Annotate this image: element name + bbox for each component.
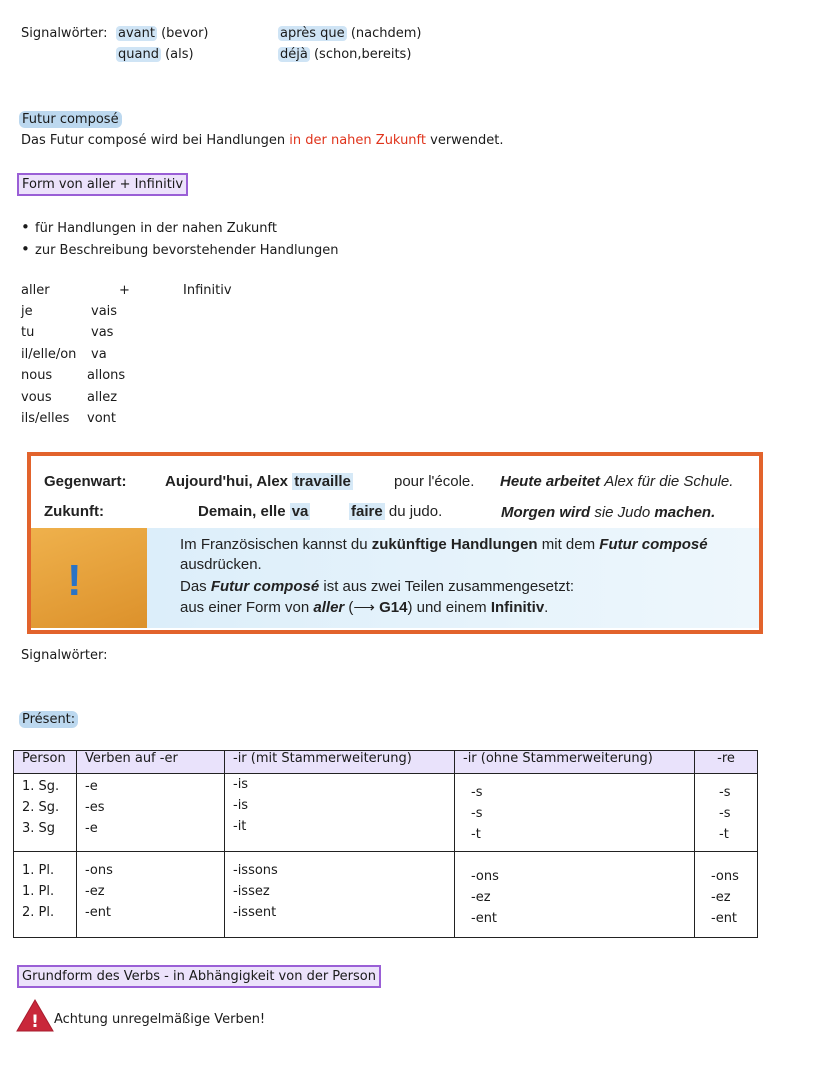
gegenwart-french: Aujourd'hui, Alex travaille <box>165 473 351 490</box>
bullet-item: • zur Beschreibung bevorstehender Handlungen <box>21 240 339 258</box>
info-line: Im Französischen kannst du zukünftige Handlungen mit dem Futur composé <box>180 536 708 553</box>
info-line: aus einer Form von aller (⟶ G14) und einem Infinitiv. <box>180 599 549 616</box>
conj-form: vont <box>87 411 116 426</box>
signal-word-quand: quand (als) <box>118 47 194 62</box>
info-panel <box>147 528 759 628</box>
conj-person: tu <box>21 325 35 340</box>
cell-ir-mit-pl: -issons -issez -issent <box>225 852 455 938</box>
cell-ir-ohne-sg: -s -s -t <box>455 774 695 852</box>
warning-icon <box>16 999 54 1032</box>
cell-re-sg: -s -s -t <box>695 774 758 852</box>
conj-person: ils/elles <box>21 411 70 426</box>
present-endings-table <box>13 750 758 938</box>
conj-form: vais <box>91 304 118 319</box>
signal-word-deja: déjà (schon,bereits) <box>280 47 412 62</box>
zukunft-french-infinitive: faire du judo. <box>351 503 443 520</box>
grundform-box: Grundform des Verbs - in Abhängigkeit von der Person <box>17 965 381 988</box>
signal-word-apres-que: après que (nachdem) <box>280 26 422 41</box>
warning-text: Achtung unregelmäßige Verben! <box>54 1012 266 1027</box>
header-person: Person <box>14 751 77 774</box>
gegenwart-german: Heute arbeitet Alex für die Schule. <box>500 473 734 490</box>
header-re: -re <box>695 751 758 774</box>
bullet-item: • für Handlungen in der nahen Zukunft <box>21 218 277 236</box>
futur-compose-title: Futur composé <box>19 111 122 128</box>
cell-re-pl: -ons -ez -ent <box>695 852 758 938</box>
cell-er-sg: -e -es -e <box>77 774 225 852</box>
warning-glyph: ! <box>31 1012 39 1032</box>
cell-persons-pl: 1. Pl. 1. Pl. 2. Pl. <box>14 852 77 938</box>
info-line: Das Futur composé ist aus zwei Teilen zusammengesetzt: <box>180 578 575 595</box>
futur-compose-description: Das Futur composé wird bei Handlungen in der nahen Zukunft verwendet. <box>21 133 504 148</box>
header-ir-mit: -ir (mit Stammerweiterung) <box>225 751 455 774</box>
conj-head-aller: aller <box>21 283 50 298</box>
gegenwart-french-end: pour l'école. <box>394 473 475 490</box>
cell-ir-ohne-pl: -ons -ez -ent <box>455 852 695 938</box>
conj-person: je <box>21 304 33 319</box>
info-line: ausdrücken. <box>180 556 262 573</box>
conj-person: nous <box>21 368 53 383</box>
signalwoerter-label-1: Signalwörter: <box>21 26 108 41</box>
conj-form: allons <box>87 368 126 383</box>
header-ir-ohne: -ir (ohne Stammerweiterung) <box>455 751 695 774</box>
zukunft-german: Morgen wird sie Judo machen. <box>501 504 716 521</box>
orange-exclamation-panel <box>31 528 147 628</box>
table-row <box>14 852 758 938</box>
signalwoerter-label-2: Signalwörter: <box>21 648 108 663</box>
exclamation-icon: ! <box>67 556 82 605</box>
form-box: Form von aller + Infinitiv <box>17 173 188 196</box>
header-er: Verben auf -er <box>77 751 225 774</box>
conj-form: vas <box>91 325 114 340</box>
gegenwart-label: Gegenwart: <box>44 473 127 490</box>
conj-form: allez <box>87 390 118 405</box>
cell-er-pl: -ons -ez -ent <box>77 852 225 938</box>
cell-ir-mit-sg: -is -is -it <box>225 774 455 852</box>
conj-head-infinitiv: Infinitiv <box>183 283 232 298</box>
table-row <box>14 774 758 852</box>
conj-form: va <box>91 347 107 362</box>
textbook-example-box <box>27 452 763 634</box>
cell-persons-sg: 1. Sg. 2. Sg. 3. Sg <box>14 774 77 852</box>
conj-person: vous <box>21 390 52 405</box>
zukunft-french: Demain, elle va <box>198 503 309 520</box>
zukunft-label: Zukunft: <box>44 503 104 520</box>
conj-head-plus: + <box>119 283 130 298</box>
conj-person: il/elle/on <box>21 347 77 362</box>
signal-word-avant: avant (bevor) <box>118 26 209 41</box>
table-header-row <box>14 751 758 774</box>
present-title: Présent: <box>19 711 78 728</box>
